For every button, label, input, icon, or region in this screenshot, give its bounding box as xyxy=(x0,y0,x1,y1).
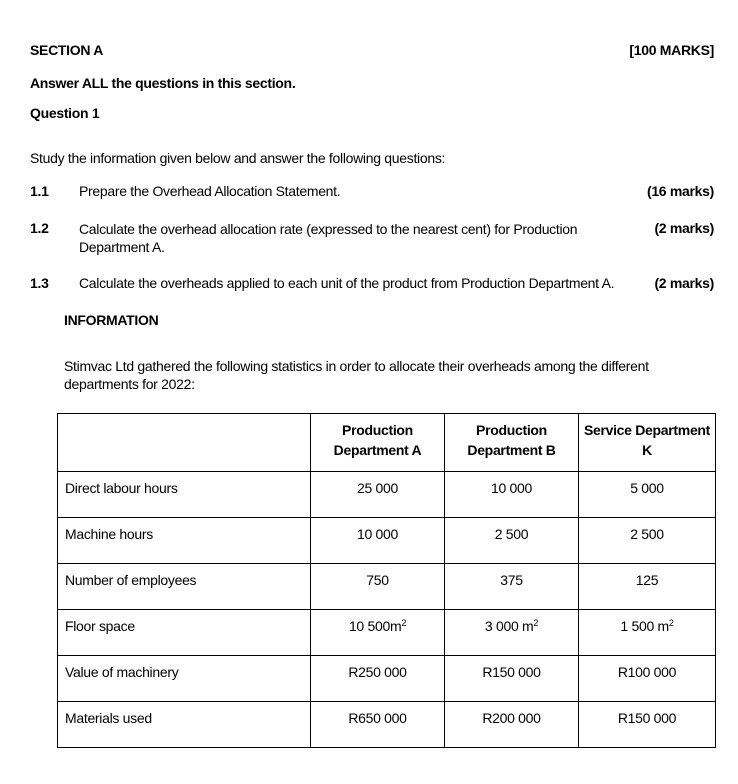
cell-dept-b: R150 000 xyxy=(445,656,579,702)
header-text: K xyxy=(642,442,652,458)
cell-dept-b: 10 000 xyxy=(445,472,579,518)
table-row xyxy=(58,518,716,564)
table-row xyxy=(58,656,716,702)
table-row xyxy=(58,564,716,610)
cell-value: 3 000 m xyxy=(484,618,534,634)
question-text: Prepare the Overhead Allocation Statement. xyxy=(79,183,341,199)
question-title: Question 1 xyxy=(30,105,100,121)
table-row xyxy=(58,702,716,748)
header-production-b xyxy=(445,414,579,472)
header-text: Production xyxy=(476,422,547,438)
cell-dept-k: 5 000 xyxy=(579,472,716,518)
cell-dept-k: R100 000 xyxy=(579,656,716,702)
cell-dept-a: R250 000 xyxy=(311,656,445,702)
cell-dept-b xyxy=(445,610,579,656)
question-text: Calculate the overhead allocation rate (expressed to the nearest cent) for Production Department A. xyxy=(79,221,578,255)
instruction-text: Answer ALL the questions in this section. xyxy=(30,75,296,91)
table-row xyxy=(58,610,716,656)
row-label: Machine hours xyxy=(58,518,311,564)
cell-dept-a: 10 000 xyxy=(311,518,445,564)
unit-superscript: 2 xyxy=(668,618,674,628)
header-production-a xyxy=(311,414,445,472)
cell-dept-k: R150 000 xyxy=(579,702,716,748)
cell-dept-k xyxy=(579,610,716,656)
information-text: Stimvac Ltd gathered the following statistics in order to allocate their overheads among the different departments for 2022: xyxy=(64,358,649,392)
header-text: Service Department xyxy=(583,422,711,438)
cell-dept-b: R200 000 xyxy=(445,702,579,748)
cell-dept-k: 2 500 xyxy=(579,518,716,564)
cell-dept-a: 25 000 xyxy=(311,472,445,518)
question-marks: (2 marks) xyxy=(654,275,714,291)
question-number: 1.1 xyxy=(30,183,49,199)
section-marks: [100 MARKS] xyxy=(629,42,714,58)
row-label: Floor space xyxy=(58,610,311,656)
header-blank-cell xyxy=(58,414,311,472)
statistics-table xyxy=(57,413,716,748)
unit-superscript: 2 xyxy=(533,618,539,628)
unit-superscript: 2 xyxy=(401,618,407,628)
cell-value: 1 500 m xyxy=(620,618,669,634)
question-number: 1.3 xyxy=(30,275,49,291)
intro-text: Study the information given below and answer the following questions: xyxy=(30,150,446,166)
question-marks: (16 marks) xyxy=(646,183,714,199)
question-number: 1.2 xyxy=(30,220,49,236)
question-marks: (2 marks) xyxy=(654,220,714,236)
header-text: Department A xyxy=(333,442,422,458)
row-label: Direct labour hours xyxy=(58,472,311,518)
row-label: Value of machinery xyxy=(58,656,311,702)
cell-value: 10 500m xyxy=(348,618,402,634)
row-label: Number of employees xyxy=(58,564,311,610)
header-text: Production xyxy=(342,422,413,438)
cell-dept-b: 2 500 xyxy=(445,518,579,564)
section-title: SECTION A xyxy=(30,42,104,58)
cell-dept-a: R650 000 xyxy=(311,702,445,748)
row-label: Materials used xyxy=(58,702,311,748)
cell-dept-k: 125 xyxy=(579,564,716,610)
question-text: Calculate the overheads applied to each unit of the product from Production Department A. xyxy=(79,275,615,291)
cell-dept-a: 750 xyxy=(311,564,445,610)
table-row xyxy=(58,472,716,518)
cell-dept-a xyxy=(311,610,445,656)
header-service-k xyxy=(579,414,716,472)
information-heading: INFORMATION xyxy=(64,312,159,328)
header-text: Department B xyxy=(467,442,556,458)
cell-dept-b: 375 xyxy=(445,564,579,610)
table-header-row xyxy=(58,414,716,472)
